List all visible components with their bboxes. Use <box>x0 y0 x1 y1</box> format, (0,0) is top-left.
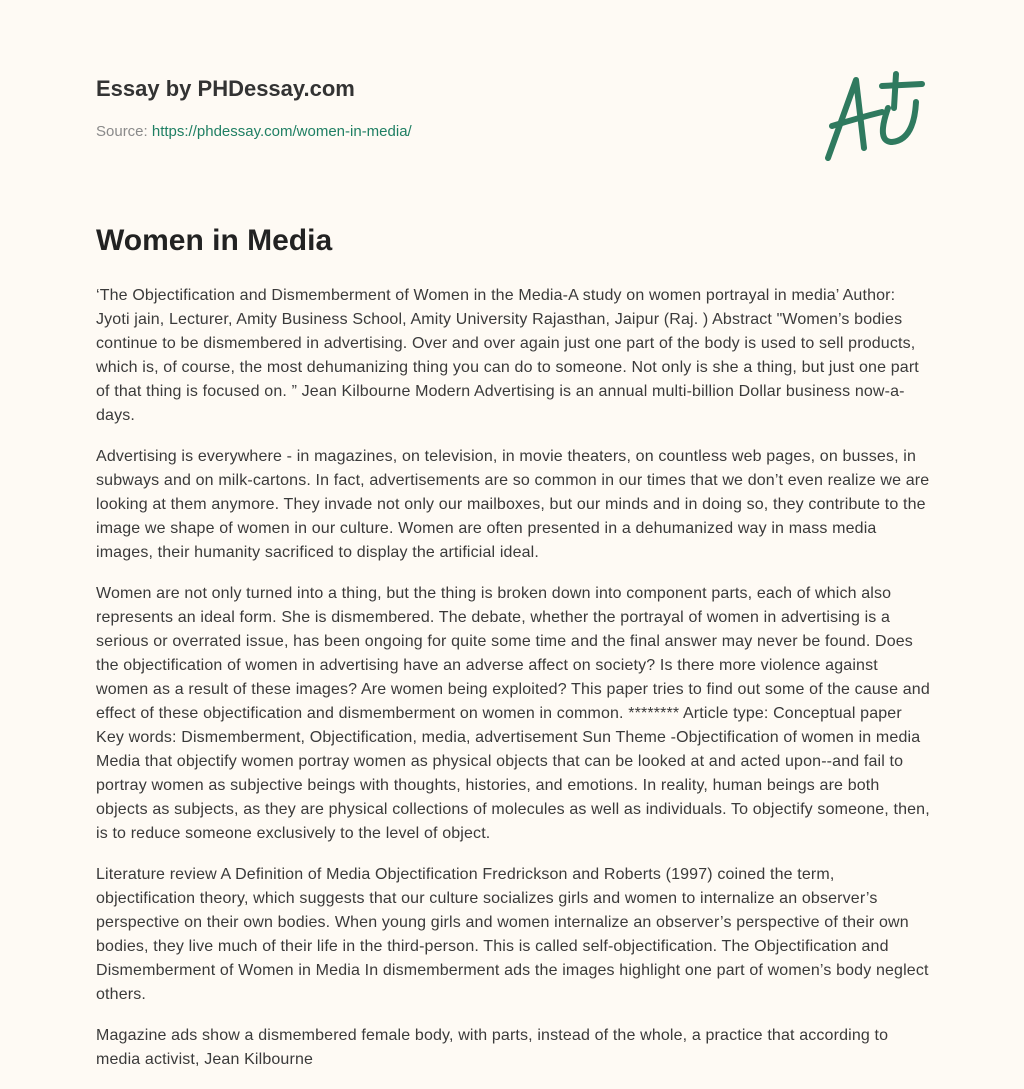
source-link[interactable]: https://phdessay.com/women-in-media/ <box>151 123 412 140</box>
paragraph: Literature review A Definition of Media Objectification Fredrickson and Roberts (1997) coined the term, objectification theory, which suggests that our culture socializes girls and women to internalize an observer’s perspective on their own bodies. When young girls and women internalize an observer’s perspective of their own bodies, they live much of their life in the third-person. This is called self-objectification. The Objectification and Dismemberment of Women in Media In dismemberment ads the images highlight one part of women’s body neglect others. <box>96 866 929 1003</box>
source-line <box>96 123 412 140</box>
source-label: Source: <box>96 123 148 140</box>
paragraph: Magazine ads show a dismembered female body, with parts, instead of the whole, a practice that according to media activist, Jean Kilbourne <box>96 1027 889 1068</box>
article-title: Women in Media <box>96 224 333 257</box>
article-body <box>96 284 932 1089</box>
paragraph: Women are not only turned into a thing, but the thing is broken down into component parts, each of which also represents an ideal form. She is dismembered. The debate, whether the portrayal of women in advertising is a serious or overrated issue, has been ongoing for quite some time and the final answer may never be found. Does the objectification of women in advertising have an adverse affect on society? Is there more violence against women as a result of these images? Are women being exploited? This paper tries to find out some of the cause and effect of these objectification and dismemberment on women in common. ******** Article type: Conceptual paper Key words: Dismemberment, Objectification, media, advertisement Sun Theme -Objectification of women in media Media that objectify women portray women as physical objects that can be looked at and acted upon--and fail to portray women as subjective beings with thoughts, histories, and emotions. In reality, human beings are both objects as subjects, as they are physical collections of molecules as well as individuals. To objectify someone, then, is to reduce someone exclusively to the level of object. <box>96 585 930 842</box>
a-plus-logo-icon <box>818 68 928 164</box>
paragraph: ‘The Objectification and Dismemberment of Women in the Media-A study on women portrayal in media’ Author: Jyoti jain, Lecturer, Amity Business School, Amity University Rajasthan, Jaipur (Raj. ) Abstract "Women’s bodies continue to be dismembered in advertising. Over and over again just one part of the body is used to sell products, which is, of course, the most dehumanizing thing you can do to someone. Not only is she a thing, but just one part of that thing is focused on. ” Jean Kilbourne Modern Advertising is an annual multi-billion Dollar business now-a-days. <box>96 287 919 424</box>
site-title: Essay by PHDessay.com <box>96 76 355 101</box>
paragraph: Advertising is everywhere - in magazines, on television, in movie theaters, on countless web pages, on busses, in subways and on milk-cartons. In fact, advertisements are so common in our times that we don’t even realize we are looking at them anymore. They invade not only our mailboxes, but our minds and in doing so, they contribute to the image we shape of women in our culture. Women are often presented in a dehumanized way in mass media images, their humanity sacrificed to display the artificial ideal. <box>96 448 930 561</box>
